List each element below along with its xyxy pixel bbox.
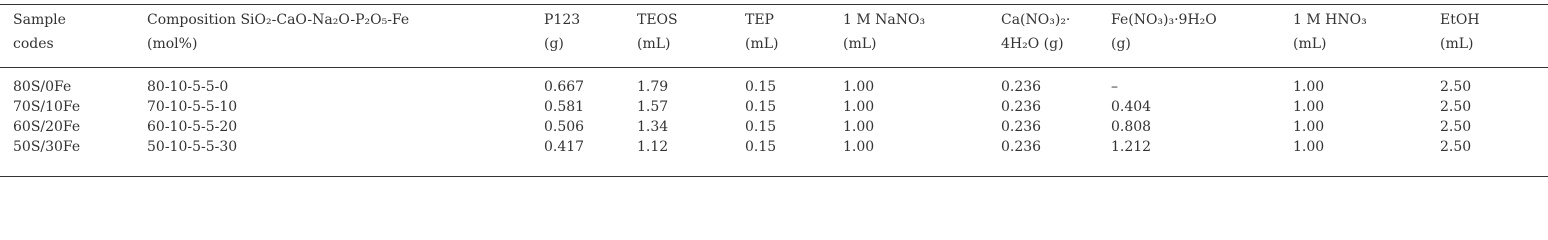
header-sample-codes-line1: Sample [13, 12, 66, 28]
header-composition-line2: (mol%) [147, 36, 198, 52]
header-hno3-line1: 1 M HNO₃ [1293, 12, 1367, 28]
table-cell: 70-10-5-5-10 [147, 99, 238, 115]
table-cell: 0.236 [1001, 79, 1042, 95]
header-etoh-line2: (mL) [1440, 36, 1474, 52]
header-tep-line1: TEP [745, 12, 774, 28]
table-cell: 2.50 [1440, 79, 1472, 95]
table-cell: 1.00 [843, 99, 875, 115]
table-cell: 50S/30Fe [13, 139, 81, 155]
table-cell: 1.34 [637, 119, 669, 135]
header-tep-line2: (mL) [745, 36, 779, 52]
table-cell: 0.404 [1111, 99, 1152, 115]
header-hno3-line2: (mL) [1293, 36, 1327, 52]
table-cell: 1.00 [1293, 119, 1325, 135]
table-cell: 2.50 [1440, 139, 1472, 155]
header-p123-line2: (g) [544, 36, 564, 52]
table-cell: 80-10-5-5-0 [147, 79, 229, 95]
header-calcium-nitrate-line2: 4H₂O (g) [1001, 36, 1064, 52]
table-cell: 0.15 [745, 99, 777, 115]
table-cell: 0.667 [544, 79, 585, 95]
table-cell: 0.808 [1111, 119, 1152, 135]
table-cell: 0.15 [745, 79, 777, 95]
table-cell: 1.00 [843, 119, 875, 135]
table-cell: 1.00 [843, 79, 875, 95]
table-cell: 1.12 [637, 139, 669, 155]
table-cell: 2.50 [1440, 119, 1472, 135]
table-cell: 50-10-5-5-30 [147, 139, 238, 155]
header-etoh-line1: EtOH [1440, 12, 1480, 28]
header-calcium-nitrate-line1: Ca(NO₃)₂· [1001, 12, 1071, 28]
header-nano3-line2: (mL) [843, 36, 877, 52]
table-bottom-rule [0, 176, 1548, 177]
table-cell: 70S/10Fe [13, 99, 81, 115]
table-cell: 0.15 [745, 119, 777, 135]
table-header-rule [0, 67, 1548, 68]
table-cell: 0.581 [544, 99, 585, 115]
table-cell: 0.236 [1001, 119, 1042, 135]
header-iron-nitrate-line2: (g) [1111, 36, 1131, 52]
table-top-rule [0, 4, 1548, 5]
table-cell: 1.57 [637, 99, 669, 115]
table-cell: 60S/20Fe [13, 119, 81, 135]
header-nano3-line1: 1 M NaNO₃ [843, 12, 926, 28]
table-cell: 2.50 [1440, 99, 1472, 115]
table-cell: 1.00 [1293, 99, 1325, 115]
table-cell: – [1111, 79, 1118, 95]
table-cell: 0.417 [544, 139, 585, 155]
table-cell: 1.00 [843, 139, 875, 155]
table-cell: 60-10-5-5-20 [147, 119, 238, 135]
header-p123-line1: P123 [544, 12, 581, 28]
table-cell: 1.00 [1293, 139, 1325, 155]
header-iron-nitrate-line1: Fe(NO₃)₃·9H₂O [1111, 12, 1217, 28]
table-cell: 1.212 [1111, 139, 1152, 155]
header-sample-codes-line2: codes [13, 36, 54, 52]
table-cell: 0.506 [544, 119, 585, 135]
table-cell: 1.00 [1293, 79, 1325, 95]
table-cell: 1.79 [637, 79, 669, 95]
header-composition-line1: Composition SiO₂-CaO-Na₂O-P₂O₅-Fe [147, 12, 410, 28]
table-cell: 0.15 [745, 139, 777, 155]
table-cell: 0.236 [1001, 139, 1042, 155]
table-cell: 0.236 [1001, 99, 1042, 115]
header-teos-line2: (mL) [637, 36, 671, 52]
table-cell: 80S/0Fe [13, 79, 72, 95]
header-teos-line1: TEOS [637, 12, 678, 28]
